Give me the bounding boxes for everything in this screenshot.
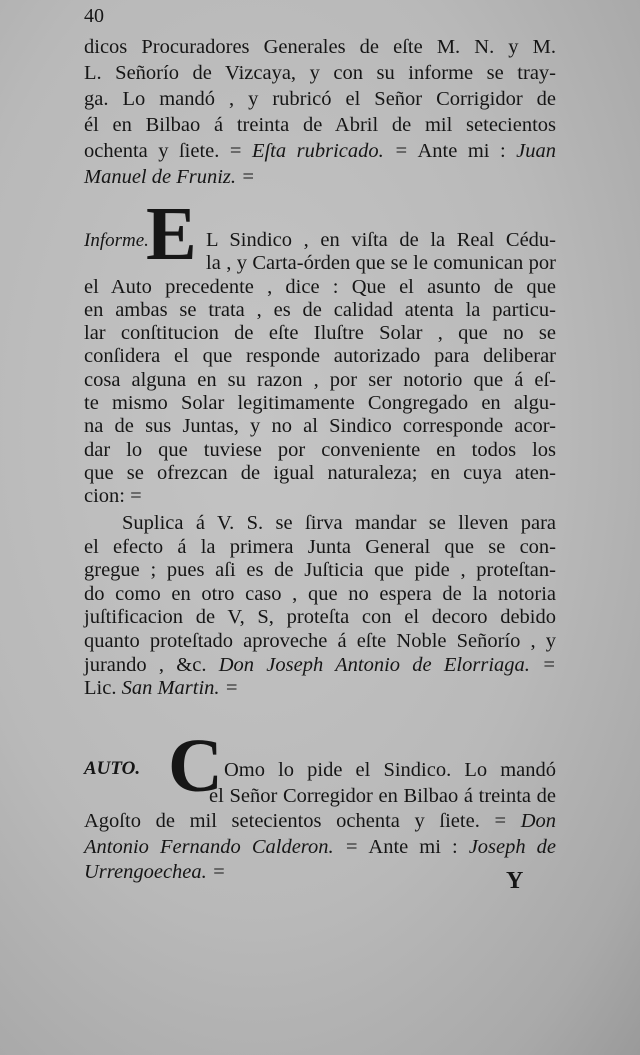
text-line: cion: = <box>84 485 142 508</box>
text-line: cosa alguna en su razon , por ser notorio que á eſ- <box>84 368 556 391</box>
page-number: 40 <box>84 5 104 27</box>
drop-cap-e: E <box>146 192 197 276</box>
signature-name: Antonio Fernando Calderon. = <box>84 835 359 858</box>
auto-margin-label: AUTO. <box>84 758 141 779</box>
signature-name: Manuel de Fruniz. = <box>84 166 255 188</box>
text-line: gregue ; pues aſi es de Juſticia que pide , proteſtan- <box>84 559 556 582</box>
text-line: el Auto precedente , dice : Que el asunto de que <box>84 275 556 298</box>
text-line: L Sindico , en viſta de la Real Cédu- <box>206 229 556 251</box>
text-segment: Agoſto de mil setecientos ochenta y ſiete. = <box>84 810 507 832</box>
auto-paragraph <box>84 758 556 886</box>
signature-name: Juan <box>516 140 557 162</box>
text-line: te mismo Solar legitimamente Congregado en algu- <box>84 392 556 415</box>
text-line: el efecto á la primera Junta General que se con- <box>84 535 556 558</box>
text-line <box>84 809 556 835</box>
text-line: en ambas se trata , es de calidad atenta la particu- <box>84 298 556 321</box>
text-segment: jurando , &c. <box>84 653 207 676</box>
text-line: juſtificacion de V, S, proteſta con el decoro debido <box>84 606 556 629</box>
informe-paragraph <box>84 229 556 509</box>
catchword: Y <box>506 868 524 894</box>
text-line <box>84 654 556 678</box>
text-line: el Señor Corregidor en Bilbao á treinta de <box>209 784 556 807</box>
text-line: dar lo que tuviese por conveniente en todos los <box>84 438 556 461</box>
text-line: L. Señorío de Vizcaya, y con su informe se tray- <box>84 62 556 84</box>
signature-name: Don <box>520 810 556 832</box>
text-line: Omo lo pide el Sindico. Lo mandó <box>224 759 556 781</box>
text-segment: Ante mi : <box>417 140 506 162</box>
italic-note: Eſta rubricado. = <box>251 140 409 162</box>
text-line <box>84 677 556 701</box>
text-line: Suplica á V. S. se ſirva mandar se lleven para <box>122 512 556 534</box>
signature-name: Urrengoechea. = <box>84 861 226 883</box>
drop-cap-c: C <box>168 724 223 808</box>
text-line: conſidera el que responde autorizado para deliberar <box>84 345 556 368</box>
text-line: él en Bilbao á treinta de Abril de mil setecientos <box>84 114 556 136</box>
suplica-paragraph <box>84 512 556 701</box>
informe-margin-label: Informe. <box>84 230 149 251</box>
text-line <box>84 835 556 861</box>
text-line: na de sus Juntas, y no al Sindico corresponde acor- <box>84 415 556 438</box>
text-line: la , y Carta-órden que se le comunican por <box>206 252 556 275</box>
text-line: lar conſtitucion de eſte Iluſtre Solar , que no se <box>84 322 556 345</box>
signature-name: Joseph de <box>468 835 556 858</box>
text-segment: Lic. <box>84 677 117 700</box>
text-line: quanto proteſtado aproveche á eſte Noble Señorío , y <box>84 629 556 652</box>
text-line: do como en otro caso , que no espera de la notoria <box>84 582 556 605</box>
text-segment: Ante mi : <box>368 835 458 858</box>
text-segment: ochenta y ſiete. = <box>84 140 242 162</box>
signature-name: Don Joseph Antonio de Elorriaga. = <box>218 653 556 676</box>
decree-paragraph <box>84 34 556 190</box>
text-line: dicos Procuradores Generales de eſte M. N. y M. <box>84 36 556 58</box>
text-line: ga. Lo mandó , y rubricó el Señor Corrigidor de <box>84 88 556 110</box>
text-line: que se ofrezcan de igual naturaleza; en cuya aten- <box>84 461 556 484</box>
text-line <box>84 138 556 164</box>
signature-name: San Martin. = <box>121 677 239 700</box>
